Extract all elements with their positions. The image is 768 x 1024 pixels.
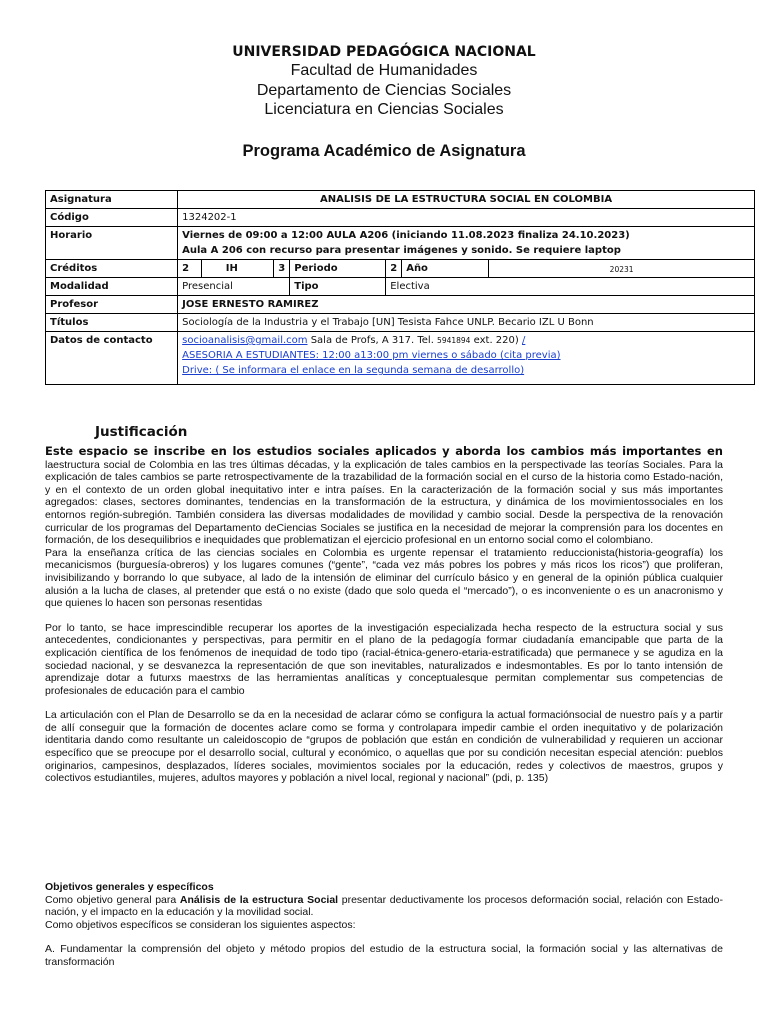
phone-number: 5941894 xyxy=(437,336,471,345)
row-contacto xyxy=(46,332,755,385)
profesor-value: JOSE ERNESTO RAMIREZ xyxy=(178,296,755,314)
program-title: Programa Académico de Asignatura xyxy=(242,142,526,160)
codigo-value: 1324202-1 xyxy=(178,209,755,227)
justificacion-paragraph-2: Para la enseñanza crítica de las ciencias sociales en Colombia es urgente repensar el tratamiento reduccionista(historia-geografía) los mecanicismos (burguesía-obreros) y los lugares comunes (“gente”, “cada vez más pobres los pobres y más ricos los ricos”) que proliferan, invisibilizando y borrando lo que subyace, al lado de la intensión de eliminar del currículo básico y en general de la opinión pública cualquier alusión a la lucha de clases, al pretender que está o no existe (dado que solo queda el “mercado”), o es inconveniente o es un anacronismo y que quienes lo hacen son personas resentidas xyxy=(45,546,723,610)
contacto-value xyxy=(178,332,755,385)
ih-value: 3 xyxy=(274,260,290,278)
drive-link[interactable]: Drive: ( Se informara el enlace en la segunda semana de desarrollo) xyxy=(182,365,525,376)
department-name: Departamento de Ciencias Sociales xyxy=(256,81,512,99)
row-titulos xyxy=(46,314,755,332)
objetivos-heading: Objetivos generales y específicos xyxy=(45,881,214,893)
titulos-label: Títulos xyxy=(46,314,178,332)
row-creditos xyxy=(46,260,755,278)
justificacion-lead: Este espacio se inscribe en los estudios sociales aplicados y aborda los cambios más importantes en xyxy=(45,444,723,458)
justificacion-paragraph-1 xyxy=(45,445,723,547)
course-info-table xyxy=(45,190,755,385)
objetivos-paragraph-1 xyxy=(45,894,723,919)
faculty-name: Facultad de Humanidades xyxy=(290,62,478,79)
justificacion-paragraph-4: La articulación con el Plan de Desarrollo se da en la necesidad de aclarar cómo se configura la actual formaciónsocial de nuestro país y a partir de allí conseguir que la formación de docentes aclare como se forma y controlapara impedir cambie el orden inequitativo y de polarización identitaria dando como resultante un caleidoscopio de “grupos de población que están en condición de vulnerabilidad y requieren un accionar específico que se preocupe por el desarrollo social, cultural y económico, o aquellas que por su condición necesitan especial atención: pueblos originarios, campesinos, desplazados, líderes sociales, movimientos sociales por la educación, redes y colectivos de maestros, grupos y colectivos estudiantiles, mujeres, adultos mayores y población a nivel local, regional y nacional” (pdi, p. 135) xyxy=(45,709,723,785)
objetivos-p1-bold: Análisis de la estructura Social xyxy=(179,893,339,906)
objetivos-section xyxy=(45,881,723,969)
horario-value xyxy=(178,227,755,260)
objetivos-paragraph-3: A. Fundamentar la comprensión del objeto y método propios del estudio de la estructura social, la formación social y las alternativas de transformación xyxy=(45,943,723,968)
horario-line-1: Viernes de 09:00 a 12:00 AULA A206 (iniciando 11.08.2023 finaliza 24.10.2023) xyxy=(182,230,630,241)
horario-label: Horario xyxy=(46,227,178,260)
contacto-label: Datos de contacto xyxy=(46,332,178,385)
justificacion-p1-text: laestructura social de Colombia en las tres últimas décadas, y la explicación de tales cambios en la perspectivade las teorías Sociales. Para la explicación de tales cambios se parte retrospectivamente de la trazabilidad de la formación social en el curso de la historia como Estado-nación, y en el contexto de un orden global inequitativo inter e intra países. En la caracterización de la formación social y sus más importantes agregados: clases, sectores dominantes, tendencias en la transformación de la estructura, y dinámica de los movimientossociales en los entornos región-subregión. También considera las diversas modalidades de movilidad y cambio social. Desde la perspectiva de la renovación curricular de los programas del Departamento deCiencias Sociales se justifica en la necesidad de mejorar la comprensión para los docentes en formación, de los desequilibrios e inequidades que problematizan el ejercicio profesional en un entorno social como el colombiano. xyxy=(45,458,723,547)
row-profesor xyxy=(46,296,755,314)
asignatura-label: Asignatura xyxy=(46,191,178,209)
modalidad-value: Presencial xyxy=(178,278,290,296)
row-modalidad xyxy=(46,278,755,296)
anio-value: 20231 xyxy=(609,265,634,274)
horario-line-2: Aula A 206 con recurso para presentar imágenes y sonido. Se requiere laptop xyxy=(182,245,621,256)
document-header xyxy=(0,43,768,120)
tipo-value: Electiva xyxy=(386,278,755,296)
profesor-label: Profesor xyxy=(46,296,178,314)
titulos-value: Sociología de la Industria y el Trabajo [UN] Tesista Fahce UNLP. Becario IZL U Bonn xyxy=(178,314,755,332)
slash-link[interactable]: / xyxy=(521,335,526,346)
office-ext: ext. 220) xyxy=(470,335,522,346)
row-horario xyxy=(46,227,755,260)
anio-label: Año xyxy=(402,260,489,277)
anio-cell xyxy=(402,260,755,278)
periodo-label: Periodo xyxy=(290,260,386,278)
asesoria-link[interactable]: ASESORIA A ESTUDIANTES: 12:00 a13:00 pm viernes o sábado (cita previa) xyxy=(182,350,561,361)
row-asignatura xyxy=(46,191,755,209)
office-text: Sala de Profs, A 317. Tel. xyxy=(307,335,438,346)
university-name: UNIVERSIDAD PEDAGÓGICA NACIONAL xyxy=(232,44,536,60)
periodo-value: 2 xyxy=(386,260,402,278)
objetivos-p1-end: presentar deductivamente los procesos deformación social, relación con Estado-nación, y el impacto en la educación y la movilidad social. xyxy=(45,893,723,919)
tipo-label: Tipo xyxy=(290,278,386,296)
modalidad-label: Modalidad xyxy=(46,278,178,296)
objetivos-p1-start: Como objetivo general para xyxy=(45,893,180,906)
objetivos-paragraph-2: Como objetivos específicos se consideran los siguientes aspectos: xyxy=(45,918,356,931)
program-name: Licenciatura en Ciencias Sociales xyxy=(264,101,504,118)
asignatura-value: ANALISIS DE LA ESTRUCTURA SOCIAL EN COLOMBIA xyxy=(178,191,755,209)
row-codigo xyxy=(46,209,755,227)
justificacion-heading: Justificación xyxy=(95,424,188,440)
justificacion-paragraph-3: Por lo tanto, se hace imprescindible recuperar los aportes de la investigación especializada hecha respecto de la estructura social y sus antecedentes, condicionantes y perspectivas, para permitir en el plano de la pedagogía formar ciudadanía emancipable que parta de la explicación científica de los fenómenos de inequidad de todo tipo (racial-étnica-genero-etaria-estratificada) que permanece y se agudiza en la sociedad nacional, y se desvanezca la representación de que son inevitables, naturalizados e indesmontables. Es por lo tanto intensión de aprendizaje dotar a futurxs maestrxs de las herramientas analíticas y conceptualesque permitan complementar sus competencias de profesionales de educación para el cambio xyxy=(45,621,723,697)
creditos-label: Créditos xyxy=(46,260,178,278)
creditos-value: 2 xyxy=(178,260,202,278)
justificacion-body xyxy=(45,445,723,785)
codigo-label: Código xyxy=(46,209,178,227)
ih-label: IH xyxy=(201,260,274,278)
email-link[interactable]: socioanalisis@gmail.com xyxy=(182,335,308,346)
